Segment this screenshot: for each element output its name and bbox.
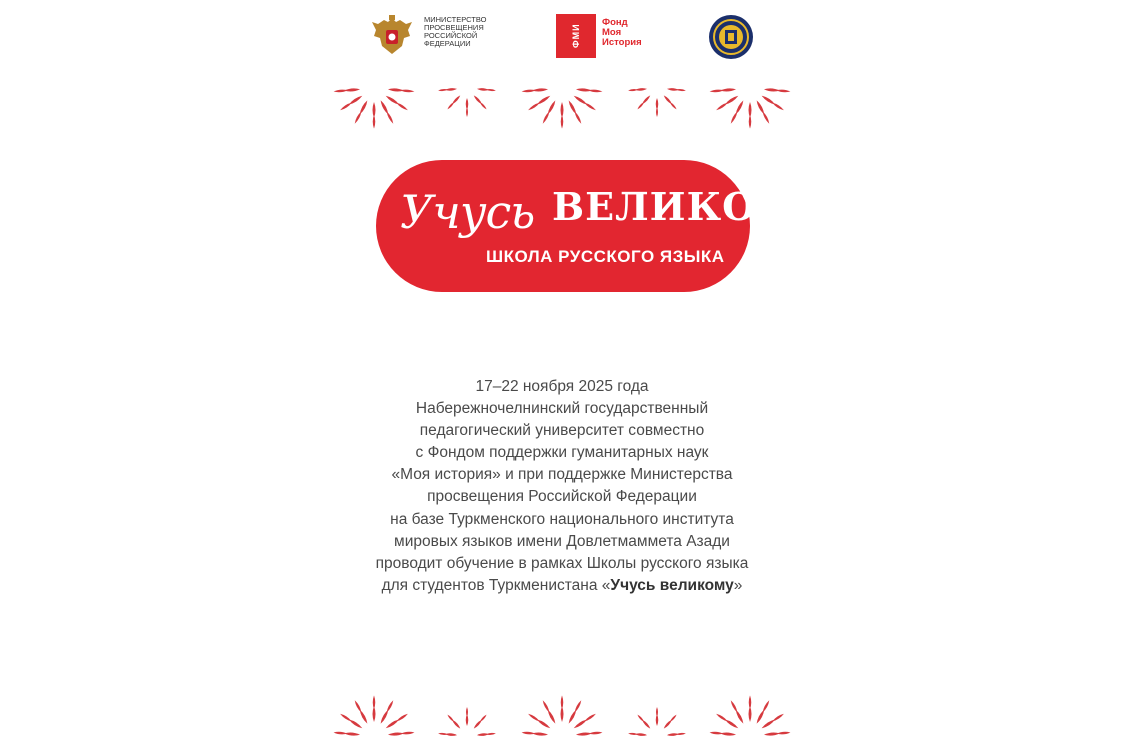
ornament-leaf	[676, 732, 686, 735]
ornament-leaf	[373, 695, 376, 709]
ornament-leaf	[561, 115, 564, 129]
university-seal-icon	[708, 14, 754, 60]
ornament-leaf	[584, 713, 597, 723]
ornament-leaf	[521, 89, 535, 93]
ornament-leaf	[339, 102, 352, 112]
last-line-prefix: для студентов Туркменистана «	[381, 576, 611, 594]
ornament-leaf	[438, 732, 448, 735]
ornament-leaf	[447, 101, 455, 110]
fmi-box: ФМИ	[556, 14, 596, 58]
ornament-leaf	[438, 89, 448, 92]
ornament-leaf	[715, 102, 728, 112]
ornament-leaf	[561, 695, 564, 709]
ornament-leaf	[772, 102, 785, 112]
announcement-last-line	[312, 575, 812, 597]
double-headed-eagle-emblem-icon	[368, 12, 416, 60]
ornament-leaf	[588, 89, 602, 93]
announcement-line: 17–22 ноября 2025 года	[475, 378, 649, 395]
ministry-logo	[368, 10, 508, 62]
ornament-leaf	[344, 88, 360, 92]
ornament-leaf	[373, 115, 376, 129]
ornament-leaf	[715, 713, 728, 723]
ornament-leaf	[333, 731, 347, 735]
ornament-leaf	[669, 714, 677, 723]
ornament-leaf	[396, 102, 409, 112]
ornament-leaf	[400, 731, 414, 735]
announcement-line: с Фондом поддержки гуманитарных наук	[415, 444, 709, 462]
ornament-leaf	[628, 732, 638, 735]
title-subtitle: ШКОЛА РУССКОГО ЯЗЫКА	[486, 247, 725, 266]
ornament-leaf	[720, 732, 736, 736]
ornament-leaf	[532, 732, 548, 736]
announcement-line: мировых языков имени Довлетмаммета Азади	[394, 532, 730, 550]
ministry-line: ФЕДЕРАЦИИ	[424, 39, 471, 48]
ornament-leaf	[637, 714, 645, 723]
ornament-leaf	[344, 732, 360, 736]
ornament-leaf	[576, 88, 592, 92]
last-line-suffix: »	[733, 576, 743, 594]
announcement-line: просвещения Российской Федерации	[427, 488, 697, 506]
fmi-logo	[556, 14, 666, 58]
ornament-leaf	[532, 88, 548, 92]
fmi-line: Моя	[602, 27, 622, 38]
ornament-leaf	[479, 101, 487, 110]
ornament-leaf	[388, 732, 404, 736]
ornament-leaf	[584, 102, 597, 112]
folk-ornament-top	[312, 74, 812, 142]
ornament-leaf	[400, 89, 414, 93]
ornament-leaf	[764, 88, 780, 92]
ornament-leaf	[749, 695, 752, 709]
ornament-leaf	[720, 88, 736, 92]
ornament-leaf	[764, 732, 780, 736]
ornament-leaf	[479, 714, 487, 723]
ministry-line: МИНИСТЕРСТВО	[424, 15, 487, 24]
ornament-leaf	[447, 714, 455, 723]
announcement-line: педагогический университет совместно	[419, 422, 705, 440]
announcement-line: Набережночелнинский государственный	[415, 400, 709, 418]
ornament-leaf	[339, 713, 352, 723]
ornament-leaf	[466, 707, 468, 717]
ornament-leaf	[486, 732, 496, 735]
ornament-leaf	[576, 732, 592, 736]
announcement-text	[312, 376, 812, 597]
ornament-leaf	[772, 713, 785, 723]
title-bold-word: ВЕЛИКОМУ	[552, 184, 832, 229]
ornament-leaf	[527, 713, 540, 723]
ornament-leaf	[656, 707, 658, 717]
fmi-name	[602, 18, 642, 48]
ornament-leaf	[709, 731, 723, 735]
title-script-word: Учусь	[400, 185, 535, 239]
ornament-leaf	[466, 107, 468, 117]
announcement-line: на базе Туркменского национального института	[390, 510, 734, 528]
ornament-leaf	[588, 731, 602, 735]
ornament-leaf	[749, 115, 752, 129]
fmi-line: Фонд	[602, 17, 628, 28]
ornament-leaf	[388, 88, 404, 92]
ornament-leaf	[776, 731, 790, 735]
announcement-line: «Моя история» и при поддержке Министерства	[391, 466, 733, 484]
ornament-leaf	[521, 731, 535, 735]
ornament-leaf	[628, 89, 638, 92]
ornament-leaf	[527, 102, 540, 112]
school-name-bold: Учусь великому	[610, 576, 734, 594]
ornament-leaf	[669, 101, 677, 110]
ministry-line: ПРОСВЕЩЕНИЯ	[424, 23, 484, 32]
ornament-leaf	[676, 89, 686, 92]
ornament-leaf	[709, 89, 723, 93]
ornament-leaf	[776, 89, 790, 93]
ornament-leaf	[396, 713, 409, 723]
ornament-leaf	[486, 89, 496, 92]
announcement-line: проводит обучение в рамках Школы русского языка	[375, 554, 749, 572]
ornament-leaf	[637, 101, 645, 110]
ornament-leaf	[333, 89, 347, 93]
folk-ornament-bottom	[312, 680, 812, 748]
ornament-leaf	[656, 107, 658, 117]
fmi-line: История	[602, 37, 642, 48]
title-banner	[376, 160, 832, 292]
ministry-name	[424, 16, 508, 48]
ministry-line: РОССИЙСКОЙ	[424, 31, 478, 40]
